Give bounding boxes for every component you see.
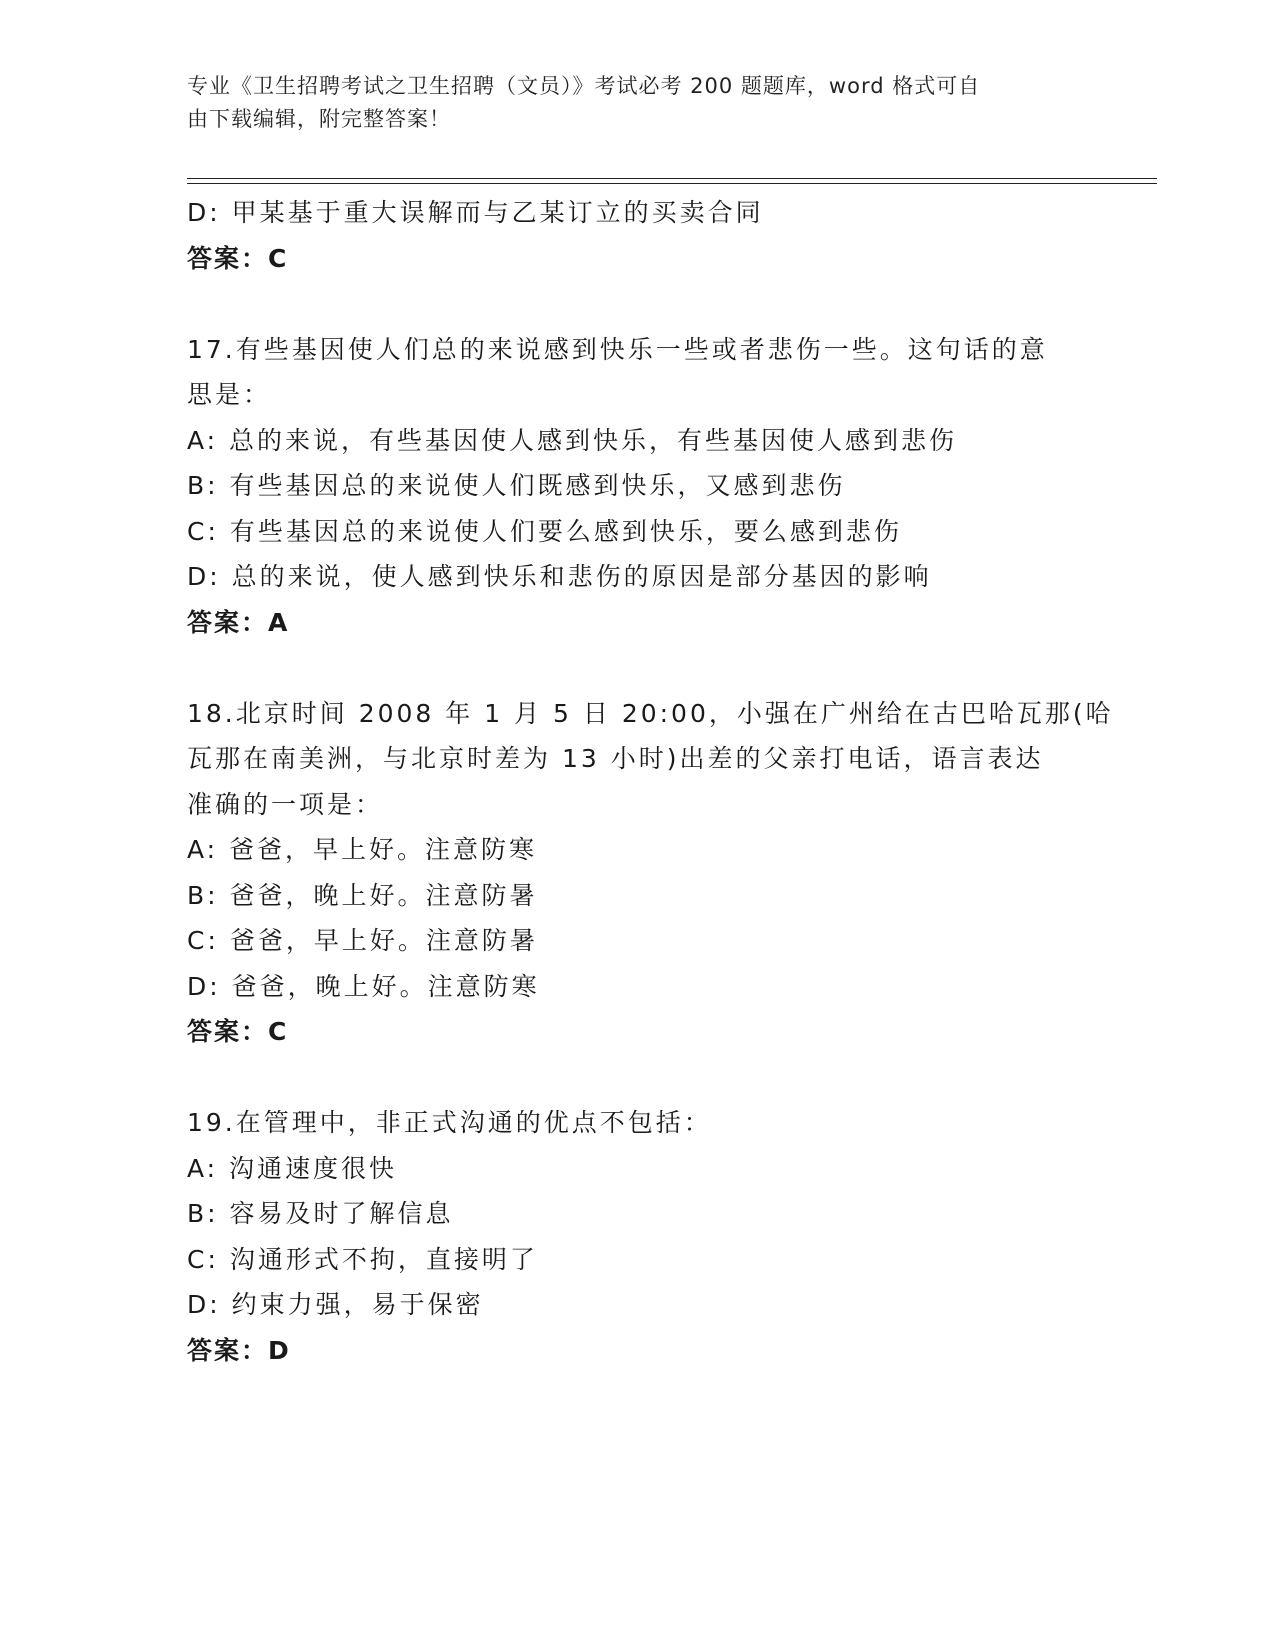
q18-option-d: D: 爸爸，晚上好。注意防寒 bbox=[187, 971, 540, 1001]
q18-option-b: B: 爸爸，晚上好。注意防暑 bbox=[187, 880, 538, 910]
header-line-2: 由下载编辑，附完整答案！ bbox=[187, 107, 451, 131]
header-line-1: 专业《卫生招聘考试之卫生招聘（文员）》考试必考 200 题题库，word 格式可自 bbox=[187, 74, 981, 98]
q17-option-c: C: 有些基因总的来说使人们要么感到快乐，要么感到悲伤 bbox=[187, 516, 902, 546]
q19-option-a: A: 沟通速度很快 bbox=[187, 1153, 398, 1183]
q17-option-b: B: 有些基因总的来说使人们既感到快乐，又感到悲伤 bbox=[187, 471, 846, 500]
q19-option-c: C: 沟通形式不拘，直接明了 bbox=[187, 1244, 538, 1274]
prev-answer: 答案：C bbox=[187, 243, 289, 273]
q17-stem-line-2: 思是： bbox=[187, 380, 272, 409]
q19-stem-line-1: 19.在管理中，非正式沟通的优点不包括： bbox=[187, 1108, 712, 1137]
prev-option-d: D: 甲某基于重大误解而与乙某订立的买卖合同 bbox=[187, 198, 764, 227]
q19-option-b: B: 容易及时了解信息 bbox=[187, 1199, 454, 1228]
q18-option-a: A: 爸爸，早上好。注意防寒 bbox=[187, 835, 538, 864]
q18-answer: 答案：C bbox=[187, 1017, 289, 1046]
spacer bbox=[187, 281, 1087, 327]
q17-stem-line-1: 17.有些基因使人们总的来说感到快乐一些或者悲伤一些。这句话的意 bbox=[187, 334, 1048, 364]
header-divider-bottom bbox=[187, 183, 1157, 184]
q18-stem-line-2: 瓦那在南美洲，与北京时差为 13 小时)出差的父亲打电话，语言表达 bbox=[187, 744, 1044, 773]
q17-option-a: A: 总的来说，有些基因使人感到快乐，有些基因使人感到悲伤 bbox=[187, 425, 958, 455]
header-divider-top bbox=[187, 178, 1157, 179]
question-list bbox=[187, 190, 1114, 1373]
q19-answer: 答案：D bbox=[187, 1335, 291, 1365]
q17-answer: 答案：A bbox=[187, 607, 290, 637]
q17-option-d: D: 总的来说，使人感到快乐和悲伤的原因是部分基因的影响 bbox=[187, 562, 932, 591]
q19-option-d: D: 约束力强，易于保密 bbox=[187, 1290, 484, 1319]
q18-option-c: C: 爸爸，早上好。注意防暑 bbox=[187, 926, 538, 955]
spacer bbox=[187, 1055, 1087, 1101]
spacer bbox=[187, 645, 1087, 691]
q18-stem-line-3: 准确的一项是： bbox=[187, 789, 384, 819]
q18-stem-line-1: 18.北京时间 2008 年 1 月 5 日 20:00，小强在广州给在古巴哈瓦那(哈 bbox=[187, 698, 1114, 728]
document-header bbox=[187, 70, 1067, 136]
